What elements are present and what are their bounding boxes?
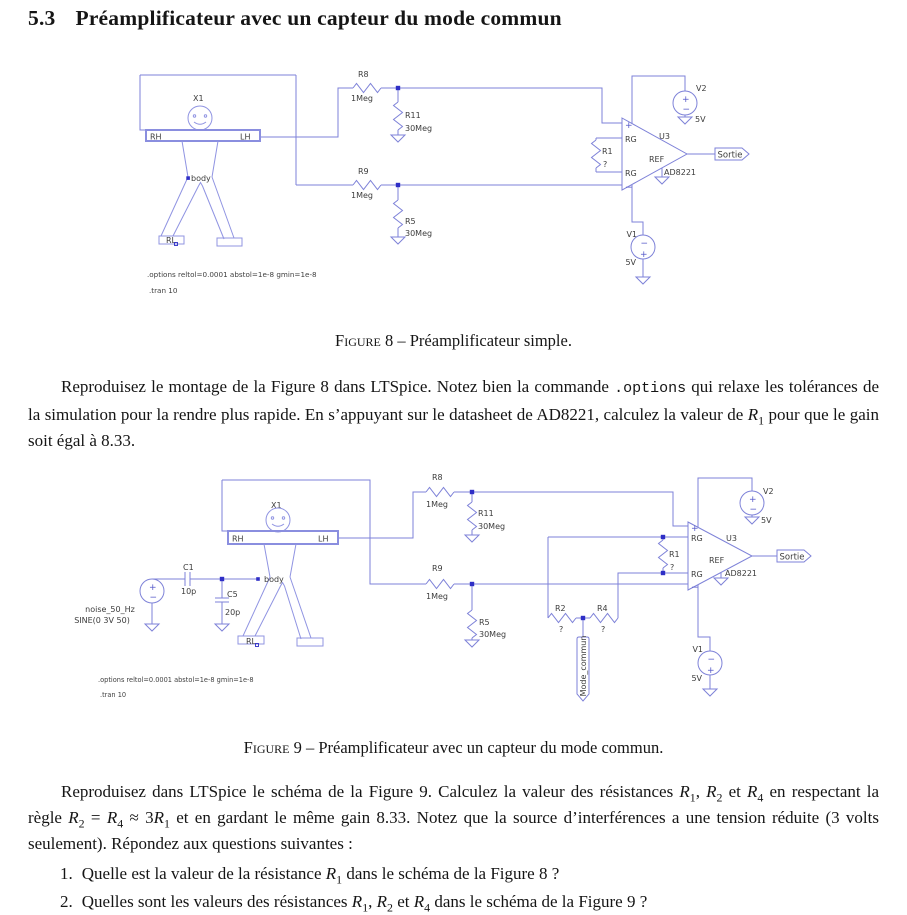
paragraph-figure8: Reproduisez le montage de la Figure 8 dans LTSpice. Notez bien la commande .options qui relaxe les tolérances de la simulation pour la rendre plus rapide. En s’appuyant sur le datasheet de AD8221, calculez la valeur de $R_1$ pour que le gain soit égal à 8.33. [28, 377, 880, 450]
resistor-body [353, 181, 381, 190]
terminal-label: LH [318, 534, 329, 544]
resistor-r5 [391, 200, 432, 244]
ground-symbol [703, 689, 717, 696]
voltage-source-v2 [740, 487, 774, 525]
minus-input-label: − [625, 183, 633, 193]
component-ref: U3 [659, 132, 670, 141]
resistor-r2 [548, 604, 576, 634]
head [266, 508, 290, 532]
ground-symbol [465, 535, 479, 542]
plus-sign: + [749, 495, 757, 505]
terminal-label: RL [166, 236, 177, 245]
component-ref: V2 [763, 487, 774, 496]
eye [282, 517, 284, 519]
spice-directive: .options reltol=0.0001 abstol=1e-8 gmin=1e-8 [147, 270, 317, 279]
legs [161, 177, 234, 239]
junction-dot [396, 86, 400, 90]
component-ref: C5 [227, 590, 238, 599]
component-value: ? [670, 563, 675, 572]
plus-sign: + [149, 583, 157, 593]
ground-symbol [465, 640, 479, 647]
component-value: 5V [695, 115, 706, 124]
component-value: 1Meg [426, 500, 448, 509]
ground-symbol [655, 177, 669, 184]
wire [222, 480, 229, 531]
component-ref: R5 [405, 217, 416, 226]
figure9-caption [0, 738, 907, 758]
eye [193, 115, 195, 117]
resistor-r9 [351, 167, 381, 200]
component-ref: R11 [478, 509, 494, 518]
resistor-r8 [426, 473, 454, 509]
component-ref: R5 [479, 618, 490, 627]
component-value: 20p [225, 608, 241, 617]
terminal-label: RL [246, 637, 257, 646]
caption-label: Figure 8 [335, 331, 394, 350]
mode-commun-net-flag [577, 636, 589, 701]
net-label: Sortie [779, 552, 805, 563]
ground-symbol [714, 578, 728, 585]
component-value: 1Meg [351, 94, 373, 103]
component-part: AD8221 [725, 569, 757, 578]
component-ref: X1 [271, 501, 282, 510]
question-number: 2. [60, 892, 73, 911]
rg-pin-label: RG [625, 135, 637, 144]
question-text: Quelle est la valeur de la résistance $R_1$ dans le schéma de la Figure 8 ? [81, 864, 560, 887]
junction-dot [470, 490, 474, 494]
plus-sign: + [682, 95, 690, 105]
question-text: Quelles sont les valeurs des résistances $R_1$, $R_2$ et $R_4$ dans le schéma de la Figure 9 ? [81, 892, 648, 915]
torso [264, 544, 296, 577]
resistor-body [590, 614, 618, 623]
wire [140, 75, 146, 130]
ground-symbol [145, 624, 159, 631]
ground-symbol [215, 624, 229, 631]
junction-dot [581, 616, 585, 620]
smile [272, 524, 284, 526]
component-value: 5V [691, 674, 702, 683]
ground-symbol [391, 135, 405, 142]
paragraph-figure9: Reproduisez dans LTSpice le schéma de la Figure 9. Calculez la valeur des résistances $R_1$, $R_2$ et $R_4$ en respectant la règle $R_2 = R_4 \approx 3R_1$ et en gardant le même gain 8.33. Notez que la source d’interférences a une tension réduite (3 volts seulement). Répondez aux questions suivantes : [28, 782, 880, 853]
component-ref: R1 [669, 550, 680, 559]
human-body-symbol [228, 501, 338, 647]
output-net-flag [715, 148, 749, 161]
net-label: Mode_commun [578, 635, 588, 697]
voltage-source-v1 [691, 645, 722, 696]
rg-pin-label: RG [691, 534, 703, 543]
component-ref: V2 [696, 84, 707, 93]
junction-dot [470, 582, 474, 586]
component-ref: noise_50_Hz [85, 605, 135, 614]
component-value: ? [603, 160, 608, 169]
caption-label: Figure 9 [243, 738, 302, 757]
figure9-schematic [74, 460, 880, 710]
component-ref: C1 [183, 563, 194, 572]
rg-pin-label: RG [691, 570, 703, 579]
terminal-label: RH [150, 132, 162, 142]
component-ref: R1 [602, 147, 613, 156]
minus-input-label: − [691, 583, 699, 593]
wire [260, 88, 353, 137]
minus-sign: − [749, 505, 758, 515]
section-title: Préamplificateur avec un capteur du mode commun [75, 6, 562, 30]
ground-symbol [391, 237, 405, 244]
resistor-r1 [659, 540, 680, 572]
ground-symbol [636, 277, 650, 284]
wire [618, 573, 663, 618]
resistor-body [426, 580, 454, 589]
wire [632, 185, 643, 235]
component-ref: V1 [626, 230, 637, 239]
terminal-label: RH [232, 534, 244, 544]
wire [698, 585, 710, 651]
component-ref: R11 [405, 111, 421, 120]
noise-voltage-source [74, 579, 164, 631]
resistor-body [426, 488, 454, 497]
plus-sign: + [640, 250, 648, 260]
component-ref: U3 [726, 534, 737, 543]
minus-sign: − [149, 593, 158, 603]
junction-dot [220, 577, 224, 581]
section-heading [28, 6, 562, 31]
eye [204, 115, 206, 117]
wire-network [149, 478, 777, 689]
plus-input-label: + [691, 524, 699, 534]
component-value: ? [559, 625, 564, 634]
component-ref: R9 [432, 564, 443, 573]
resistor-body [548, 614, 576, 623]
smile [194, 122, 206, 124]
minus-sign: − [682, 105, 691, 115]
plus-sign: + [707, 666, 715, 676]
caption-text: – Préamplificateur simple. [393, 331, 572, 350]
ref-pin-label: REF [709, 556, 725, 565]
component-value: 30Meg [479, 630, 507, 639]
capacitor-plates [185, 572, 190, 586]
legs [243, 577, 311, 639]
resistor-r11 [465, 502, 505, 542]
resistor-body [468, 502, 477, 530]
ground-symbol [678, 117, 692, 124]
junction-dot [661, 571, 665, 575]
junction-dot [396, 183, 400, 187]
opamp-u3 [688, 522, 757, 593]
component-ref: R9 [358, 167, 369, 176]
figure8-caption [0, 331, 907, 351]
resistor-body [468, 610, 477, 638]
resistor-r8 [351, 70, 381, 103]
question-item [60, 861, 880, 887]
voltage-source-v2 [673, 84, 707, 124]
ref-pin-label: REF [649, 155, 665, 164]
human-body-symbol [146, 94, 260, 246]
head [188, 106, 212, 130]
component-value: 10p [181, 587, 197, 596]
component-ref: R8 [358, 70, 369, 79]
output-net-flag [777, 550, 811, 563]
resistor-body [394, 200, 403, 228]
component-ref: R8 [432, 473, 443, 482]
terminal-label: body [264, 575, 284, 584]
component-ref: X1 [193, 94, 204, 103]
terminal-label: body [191, 174, 211, 183]
component-value: 1Meg [426, 592, 448, 601]
resistor-r11 [391, 102, 432, 142]
minus-sign: − [707, 655, 716, 665]
component-value: 5V [625, 258, 636, 267]
spice-directive: .tran 10 [100, 691, 127, 699]
body-node [186, 176, 190, 180]
component-part: AD8221 [664, 168, 696, 177]
junction-dot [661, 535, 665, 539]
wire [698, 478, 752, 527]
torso [182, 141, 218, 177]
resistor-body [659, 540, 668, 568]
resistor-body [592, 140, 601, 168]
minus-sign: − [640, 239, 649, 249]
spice-directive: .tran 10 [149, 286, 178, 295]
foot [217, 238, 242, 246]
resistor-r9 [426, 564, 454, 601]
voltage-source-v1 [625, 230, 655, 284]
net-label: Sortie [717, 150, 743, 161]
body-node [256, 577, 260, 581]
resistor-body [394, 102, 403, 130]
component-value: 30Meg [405, 229, 433, 238]
component-value: 30Meg [478, 522, 506, 531]
resistor-r5 [465, 610, 506, 647]
rg-pin-label: RG [625, 169, 637, 178]
caption-text: – Préamplificateur avec un capteur du mode commun. [301, 738, 664, 757]
resistor-r4 [590, 604, 618, 634]
capacitor-c5 [215, 590, 240, 631]
question-item [60, 889, 880, 915]
section-number: 5.3 [28, 6, 56, 30]
terminal-label: LH [240, 132, 251, 142]
component-ref: V1 [692, 645, 703, 654]
foot [297, 638, 323, 646]
opamp-u3 [622, 118, 696, 193]
figure8-schematic [130, 60, 790, 305]
component-value: ? [601, 625, 606, 634]
wire [632, 76, 685, 124]
question-number: 1. [60, 864, 73, 883]
resistor-body [353, 84, 381, 93]
component-ref: R2 [555, 604, 566, 613]
component-value: 5V [761, 516, 772, 525]
resistor-r1 [592, 140, 613, 169]
plus-input-label: + [625, 121, 633, 131]
component-ref: R4 [597, 604, 608, 613]
wire [338, 492, 426, 538]
ground-symbol [745, 517, 759, 524]
eye [271, 517, 273, 519]
component-value: 1Meg [351, 191, 373, 200]
spice-directive: .options reltol=0.0001 abstol=1e-8 gmin=1e-8 [98, 676, 254, 684]
component-value: 30Meg [405, 124, 433, 133]
component-value: SINE(0 3V 50) [74, 616, 130, 625]
